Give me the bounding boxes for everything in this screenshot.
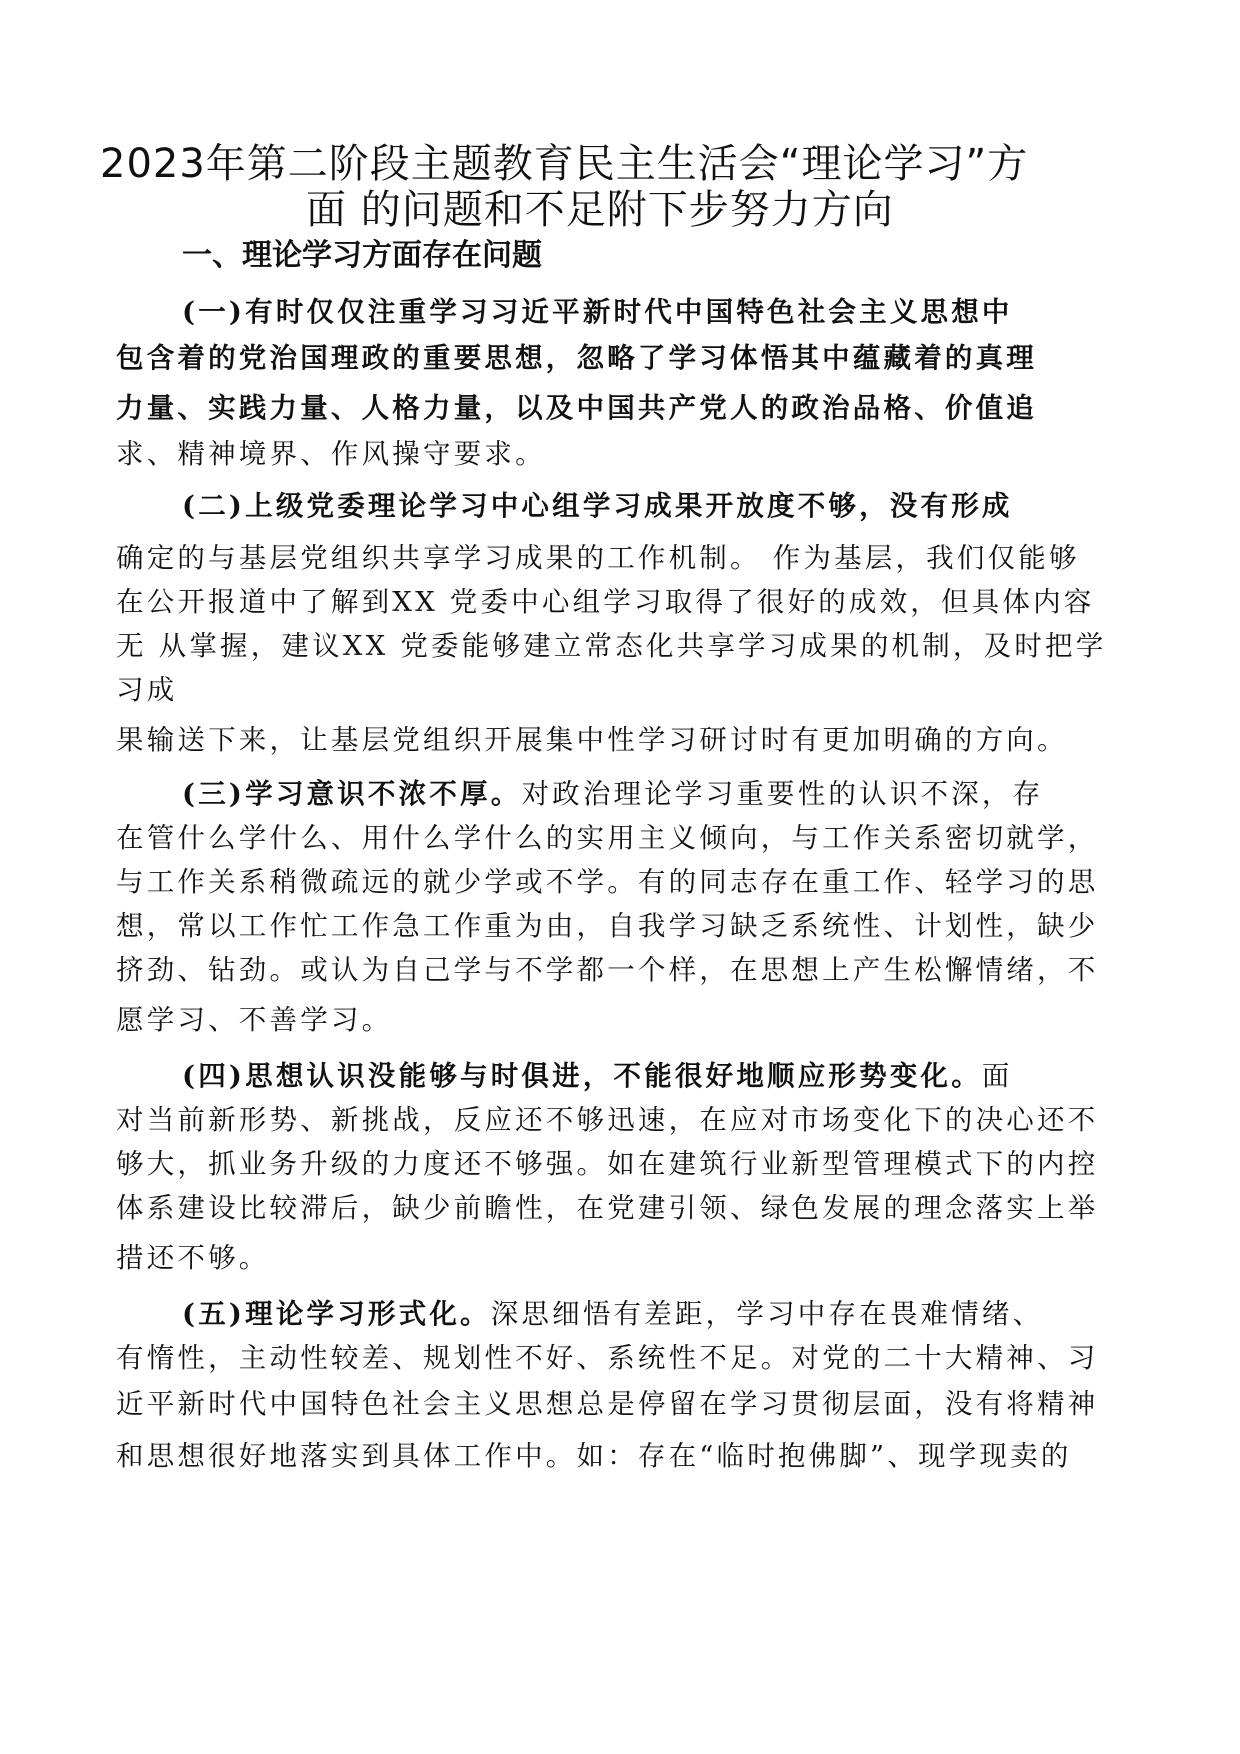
item1-line-1: (一)有时仅仅注重学习习近平新时代中国特色社会主义思想中 — [182, 296, 1013, 328]
item4-lead: (四)思想认识没能够与时俱进，不能很好地顺应形势变化。 — [182, 1060, 982, 1092]
item1-line-3: 力量、实践力量、人格力量，以及中国共产党人的政治品格、价值追 — [116, 392, 1037, 424]
page-title-line-1: 2023年第二阶段主题教育民主生活会“理论学习”方 — [100, 141, 1029, 187]
item2-line-3: 无 从掌握，建议XX 党委能够建立常态化共享学习成果的机制，及时把学 — [116, 630, 1107, 662]
item2-line-1: 确定的与基层党组织共享学习成果的工作机制。 作为基层，我们仅能够 — [116, 542, 1080, 574]
item5-line-4: 和思想很好地落实到具体工作中。如：存在“临时抱佛脚”、现学现卖的 — [116, 1440, 1072, 1472]
item3-line-1 — [182, 774, 1126, 814]
item5-line-1 — [182, 1294, 1126, 1334]
item1-line-2: 包含着的党治国理政的重要思想，忽略了学习体悟其中蕴藏着的真理 — [116, 342, 1037, 374]
item3-lead: (三)学习意识不浓不厚。 — [182, 778, 522, 810]
item5-line-2: 有惰性，主动性较差、规划性不好、系统性不足。对党的二十大精神、习 — [116, 1342, 1099, 1374]
item3-line-5: 挤劲、钻劲。或认为自己学与不学都一个样，在思想上产生松懈情绪，不 — [116, 954, 1099, 986]
item2-line-2: 在公开报道中了解到XX 党委中心组学习取得了很好的成效，但具体内容 — [116, 586, 1095, 618]
item4-line-3: 够大，抓业务升级的力度还不够强。如在建筑行业新型管理模式下的内控 — [116, 1148, 1099, 1180]
item4-first-rest: 面 — [981, 1060, 1013, 1092]
item4-line-1 — [182, 1056, 1126, 1096]
item2-lead: (二)上级党委理论学习中心组学习成果开放度不够，没有形成 — [182, 490, 1013, 522]
section-heading: 一、理论学习方面存在问题 — [182, 238, 542, 273]
item3-line-4: 想，常以工作忙工作急工作重为由，自我学习缺乏系统性、计划性，缺少 — [116, 910, 1099, 942]
item4-line-4: 体系建设比较滞后，缺少前瞻性，在党建引领、绿色发展的理念落实上举 — [116, 1192, 1099, 1224]
item5-line-3: 近平新时代中国特色社会主义思想总是停留在学习贯彻层面，没有将精神 — [116, 1388, 1099, 1420]
item3-line-3: 与工作关系稍微疏远的就少学或不学。有的同志存在重工作、轻学习的思 — [116, 866, 1099, 898]
item4-line-2: 对当前新形势、新挑战，反应还不够迅速，在应对市场变化下的决心还不 — [116, 1104, 1099, 1136]
item5-lead: (五)理论学习形式化。 — [182, 1298, 491, 1330]
item3-line-6: 愿学习、不善学习。 — [116, 1004, 393, 1036]
item2-line-4: 习成 — [116, 674, 178, 706]
item3-first-rest: 对政治理论学习重要性的认识不深，存 — [521, 778, 1044, 810]
item1-line-4: 求、精神境界、作风操守要求。 — [116, 438, 546, 470]
page-title-line-2: 面 的问题和不足附下步努力方向 — [306, 187, 894, 233]
item2-line-5: 果输送下来，让基层党组织开展集中性学习研讨时有更加明确的方向。 — [116, 724, 1068, 756]
item5-first-rest: 深思细悟有差距，学习中存在畏难情绪、 — [490, 1298, 1044, 1330]
item3-line-2: 在管什么学什么、用什么学什么的实用主义倾向，与工作关系密切就学， — [116, 822, 1099, 854]
item4-line-5: 措还不够。 — [116, 1242, 270, 1274]
